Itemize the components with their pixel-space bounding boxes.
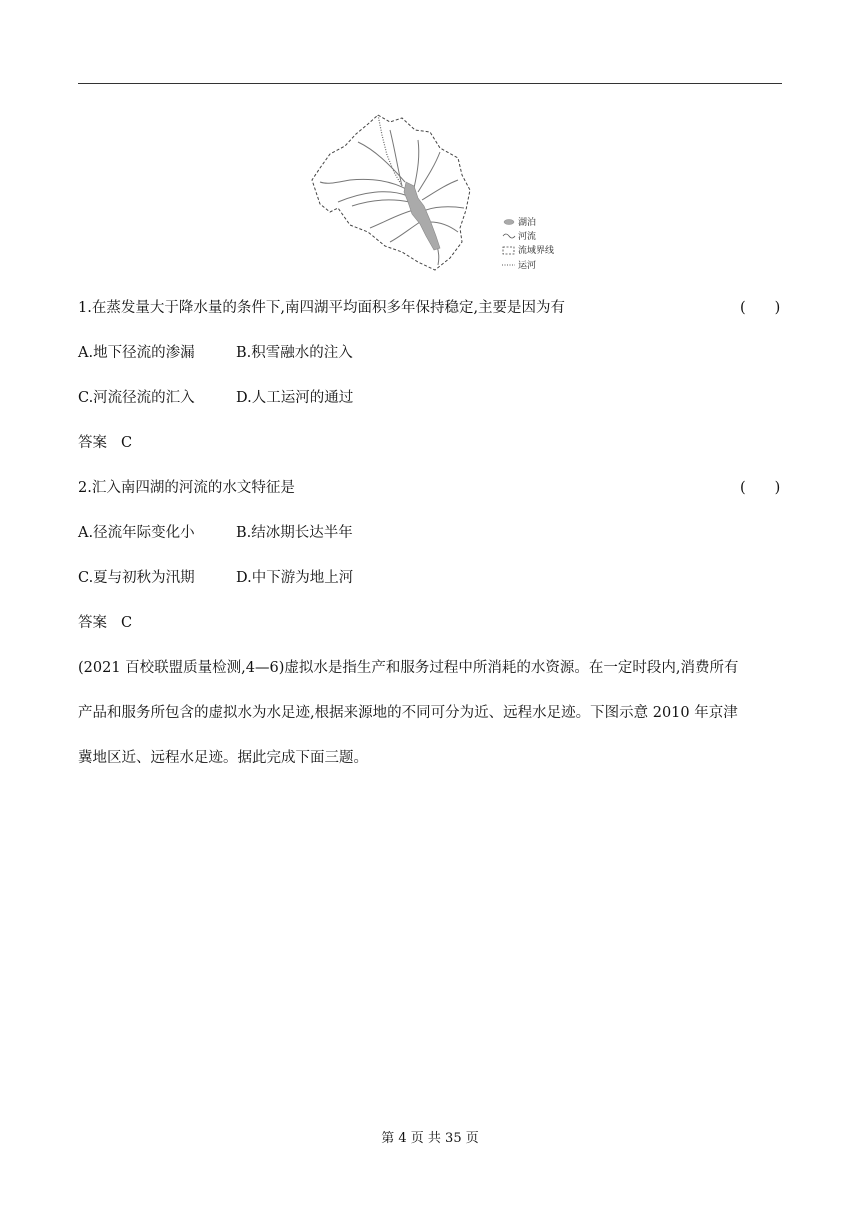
passage-line-2: 产品和服务所包含的虚拟水为水足迹,根据来源地的不同可分为近、远程水足迹。下图示意 2010 年京津 — [78, 705, 738, 721]
q2-answer-row — [78, 613, 132, 633]
legend-river: 河流 — [518, 232, 537, 242]
q1-answer-label: 答案 — [78, 435, 107, 451]
q1-option-d: D.人工运河的通过 — [236, 390, 354, 406]
watershed-map — [290, 110, 580, 275]
q1-answer-row — [78, 433, 132, 453]
q1-answer: C — [121, 435, 133, 451]
passage-line-1: (2021 百校联盟质量检测,4—6)虚拟水是指生产和服务过程中所消耗的水资源。在一定时段内,消费所有 — [78, 660, 739, 676]
q2-answer: C — [121, 615, 133, 631]
q2-option-d: D.中下游为地上河 — [236, 570, 354, 586]
q2-option-c: C.夏与初秋为汛期 — [78, 570, 195, 586]
q2-option-b: B.结冰期长达半年 — [236, 525, 353, 541]
q2-answer-label: 答案 — [78, 615, 107, 631]
legend-lake: 湖泊 — [518, 218, 537, 228]
q1-option-c: C.河流径流的汇入 — [78, 390, 195, 406]
legend-boundary: 流域界线 — [518, 246, 555, 256]
page-footer: 第 4 页 共 35 页 — [381, 1131, 479, 1146]
question-2-stem: 2.汇入南四湖的河流的水文特征是 — [78, 480, 295, 496]
q1-option-a: A.地下径流的渗漏 — [78, 345, 195, 361]
question-2-paren: ( ) — [740, 480, 781, 496]
passage-line-3: 冀地区近、远程水足迹。据此完成下面三题。 — [78, 750, 368, 766]
legend-canal: 运河 — [518, 261, 537, 271]
question-1-stem: 1.在蒸发量大于降水量的条件下,南四湖平均面积多年保持稳定,主要是因为有 — [78, 300, 566, 316]
header-rule — [78, 83, 782, 84]
question-1-paren: ( ) — [740, 300, 781, 316]
rivers — [320, 130, 464, 265]
map-legend — [502, 216, 554, 271]
q2-option-a: A.径流年际变化小 — [78, 525, 195, 541]
q1-option-b: B.积雪融水的注入 — [236, 345, 353, 361]
